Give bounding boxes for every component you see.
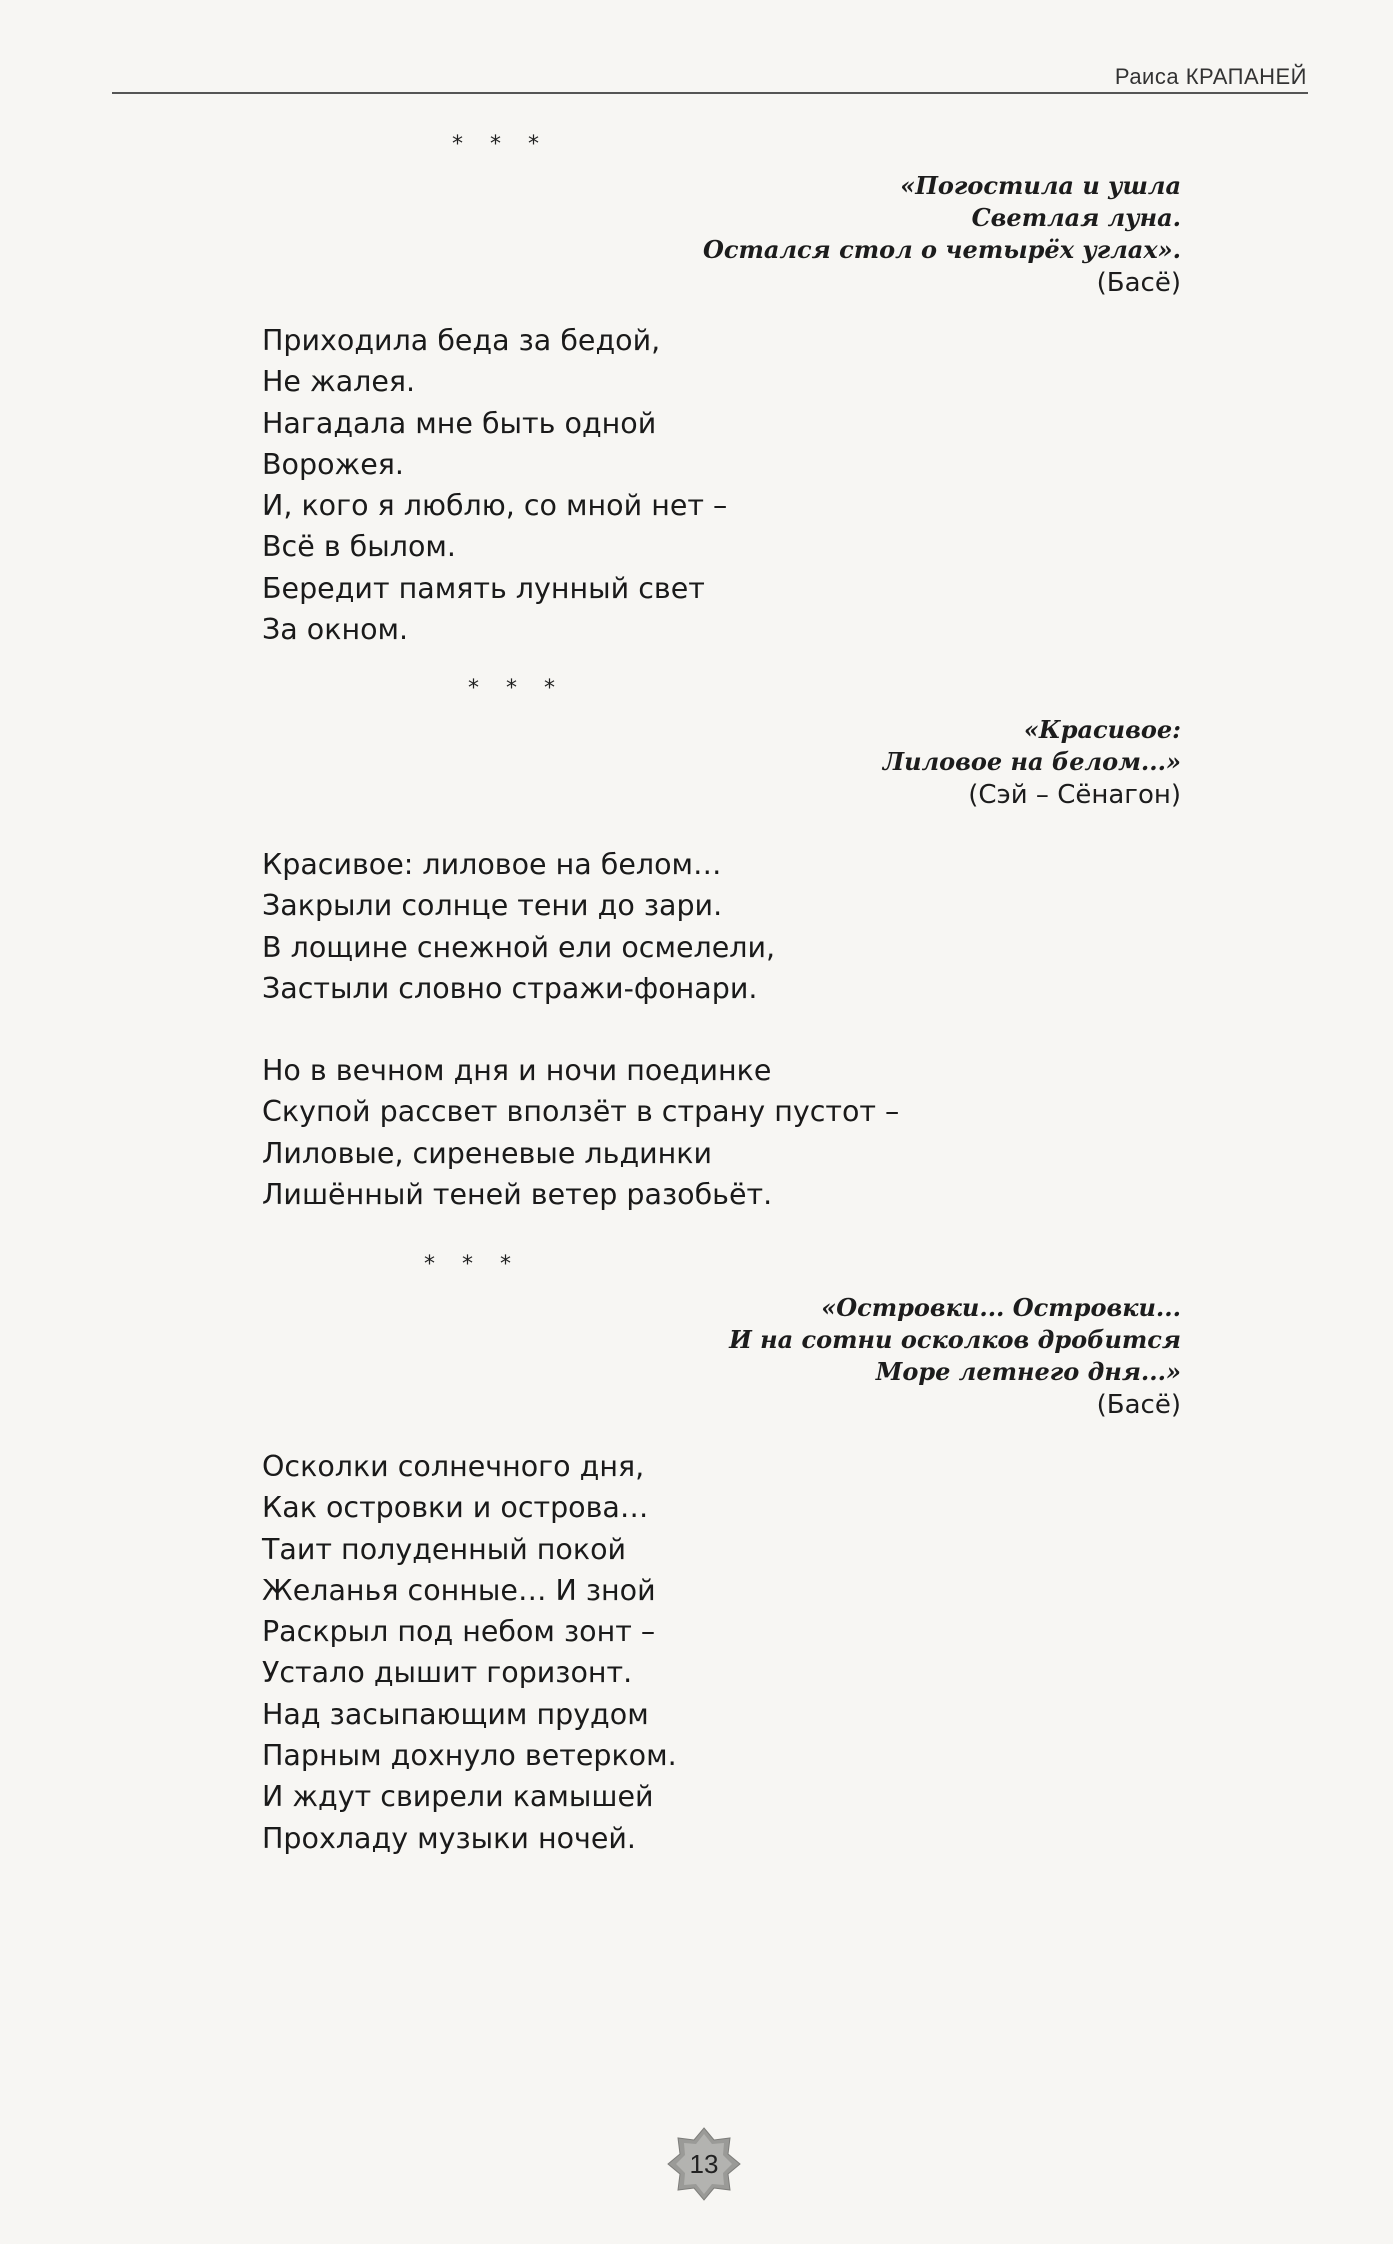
verse-line: Над засыпающим прудом [262,1697,649,1731]
header-author: Раиса КРАПАНЕЙ [1114,64,1307,89]
verse-line: Всё в былом. [262,530,456,564]
epigraph-line: Лиловое на белом...» [882,747,1181,776]
poem-1-epigraph [703,170,1181,300]
verse-line: Застыли словно стражи-фонари. [262,971,758,1005]
poem-3-separator: * * * [424,1252,521,1277]
epigraph-line: «Погостила и ушла [900,171,1181,200]
verse-line: И, кого я люблю, со мной нет – [262,489,728,523]
verse-line: Раскрыл под небом зонт – [262,1615,656,1649]
epigraph-source: (Басё) [1096,1390,1181,1420]
verse-line: Скупой рассвет вползёт в страну пустот – [262,1095,900,1129]
verse-line: Ворожея. [262,447,404,481]
verse-line: Нагадала мне быть одной [262,406,657,440]
verse-line: Но в вечном дня и ночи поединке [262,1054,772,1088]
epigraph-line: «Красивое: [1023,715,1181,744]
verse-line: Парным дохнуло ветерком. [262,1739,677,1773]
verse-line: В лощине снежной ели осмелели, [262,930,776,964]
epigraph-source: (Сэй – Сёнагон) [968,780,1181,810]
epigraph-line: Светлая луна. [971,203,1181,232]
epigraph-line: Море летнего дня...» [875,1357,1181,1386]
verse-line: Лиловые, сиреневые льдинки [262,1136,713,1170]
verse-line: Устало дышит горизонт. [262,1656,633,1690]
poem-3-stanza-1 [262,1446,677,1859]
page-number: 13 [689,2148,719,2179]
verse-line: Таит полуденный покой [262,1532,627,1566]
verse-line: Бередит память лунный свет [262,571,705,605]
verse-line: Приходила беда за бедой, [262,324,661,357]
epigraph-line: «Островки... Островки... [821,1293,1181,1322]
verse-line: Лишённый теней ветер разобьёт. [262,1178,773,1212]
verse-line: И ждут свирели камышей [262,1780,654,1814]
verse-line: Не жалея. [262,365,416,399]
verse-line: Красивое: лиловое на белом… [262,848,722,881]
poem-2-separator: * * * [468,676,565,701]
poem-3-epigraph [729,1292,1181,1422]
poem-2-stanzas [262,844,899,1215]
verse-line: Закрыли солнце тени до зари. [262,889,723,923]
verse-line: Осколки солнечного дня, [262,1450,645,1483]
header-rule [112,92,1308,94]
verse-line: Как островки и острова… [262,1491,649,1525]
verse-line: За окном. [262,613,409,647]
epigraph-line: Остался стол о четырёх углах». [703,235,1181,264]
poem-1-separator: * * * [452,132,549,157]
epigraph-source: (Басё) [1096,268,1181,298]
epigraph-line: И на сотни осколков дробится [729,1325,1181,1354]
verse-line: Желанья сонные… И зной [262,1573,656,1607]
verse-line: Прохладу музыки ночей. [262,1821,636,1855]
poem-1-stanza-1 [262,320,727,650]
poem-2-epigraph [883,714,1181,812]
